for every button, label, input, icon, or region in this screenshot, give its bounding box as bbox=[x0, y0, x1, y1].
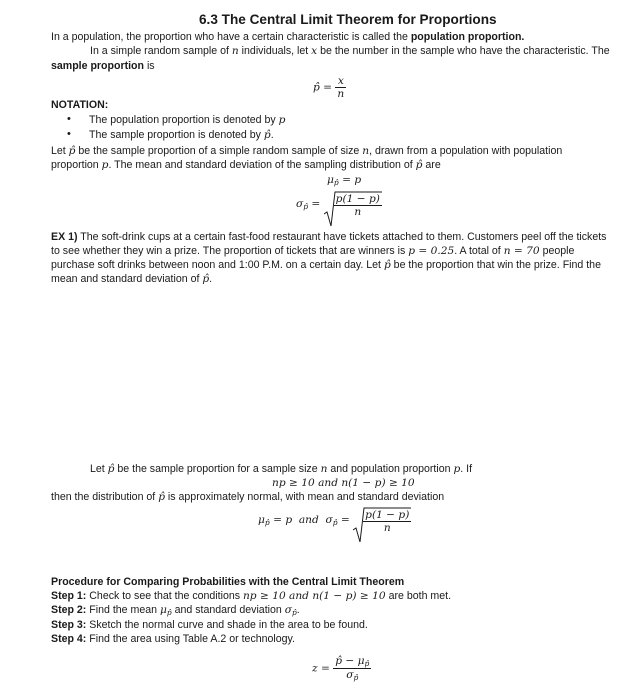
formula-z-score bbox=[312, 655, 371, 682]
radical-sign-icon bbox=[324, 190, 382, 228]
punctuation: . bbox=[296, 604, 300, 616]
math-phat: p̂ bbox=[415, 159, 423, 171]
formula-lhs: z = bbox=[312, 662, 330, 675]
formula-clt-mean-sd bbox=[258, 506, 411, 534]
mu-symbol: μ bbox=[327, 174, 334, 186]
procedure-heading: Procedure for Comparing Probabilities with the Central Limit Theorem bbox=[51, 576, 405, 588]
example-1-line-2 bbox=[51, 245, 574, 257]
clt-text: be the sample proportion for a sample size bbox=[114, 463, 321, 475]
example-text: people bbox=[539, 245, 575, 257]
page-title: 6.3 The Central Limit Theorem for Proportions bbox=[199, 12, 497, 27]
subscript: p̂ bbox=[303, 201, 309, 211]
equals: = bbox=[308, 197, 321, 210]
step-text: and standard deviation bbox=[171, 604, 285, 616]
numerator-text: p̂ − μ bbox=[335, 655, 365, 667]
let-text: Let bbox=[51, 145, 69, 157]
math-n: n bbox=[231, 45, 239, 57]
formula-sample-proportion bbox=[313, 75, 346, 100]
let-text: , drawn from a population with population bbox=[369, 145, 563, 157]
subscript: p̂ bbox=[166, 608, 172, 617]
subscript: p̂ bbox=[332, 517, 338, 527]
math-phat: p̂ bbox=[68, 145, 76, 157]
fraction bbox=[333, 655, 371, 682]
denominator: n bbox=[334, 205, 382, 218]
list-item-text: The population proportion is denoted by bbox=[89, 114, 279, 126]
math-p-value: p = 0.25 bbox=[408, 245, 455, 257]
intro-text: individuals, let bbox=[238, 45, 312, 57]
math-x: x bbox=[311, 45, 318, 57]
subscript: p̂ bbox=[333, 178, 339, 187]
step-text: Find the mean bbox=[86, 604, 160, 616]
notation-list bbox=[51, 114, 285, 141]
sigma-symbol: σ bbox=[346, 669, 354, 681]
math-p: p bbox=[453, 463, 461, 475]
let-text: proportion bbox=[51, 159, 102, 171]
sigma-symbol: σ bbox=[284, 604, 292, 616]
math-p: p bbox=[278, 114, 286, 126]
step-text: Check to see that the conditions bbox=[86, 590, 243, 602]
equals: = bbox=[337, 513, 350, 526]
math-phat: p̂ bbox=[263, 129, 271, 141]
procedure-step-2 bbox=[51, 604, 300, 617]
square-root bbox=[324, 190, 382, 218]
list-item bbox=[51, 114, 285, 126]
formula-lhs bbox=[296, 198, 320, 210]
formula-mean bbox=[327, 174, 361, 187]
denominator bbox=[333, 668, 371, 682]
clt-line-3 bbox=[51, 491, 444, 503]
step-label: Step 1: bbox=[51, 590, 87, 602]
let-text: are bbox=[422, 159, 441, 171]
numerator: x bbox=[337, 75, 344, 87]
math-n: n bbox=[362, 145, 370, 157]
math-phat: p̂ bbox=[383, 259, 391, 271]
let-text: . The mean and standard deviation of the sampling distribution of bbox=[108, 159, 416, 171]
formula-mid: = p and σ bbox=[269, 513, 333, 526]
clt-condition: np ≥ 10 and n(1 − p) ≥ 10 bbox=[272, 477, 415, 489]
let-line-2 bbox=[51, 159, 441, 171]
example-1-line-4 bbox=[51, 273, 212, 285]
formula-lhs bbox=[258, 514, 350, 526]
example-label: EX 1) bbox=[51, 231, 78, 243]
intro-text: In a population, the proportion who have a certain characteristic is called the bbox=[51, 31, 411, 43]
sigma-symbol: σ bbox=[296, 197, 304, 210]
example-text: purchase soft drinks between noon and 1:00 P.M. on a certain day. Let bbox=[51, 259, 384, 271]
example-1-line-3 bbox=[51, 259, 601, 271]
subscript: p̂ bbox=[364, 659, 370, 668]
formula-standard-deviation bbox=[296, 190, 382, 218]
intro-text: is bbox=[144, 60, 155, 72]
intro-text: In a simple random sample of bbox=[90, 45, 232, 57]
math-phat: p̂ bbox=[107, 463, 115, 475]
example-text: mean and standard deviation of bbox=[51, 273, 203, 285]
clt-text: . If bbox=[460, 463, 473, 475]
formula-lhs: p̂ = bbox=[313, 81, 333, 94]
mu-symbol: μ bbox=[258, 513, 265, 526]
step-text: are both met. bbox=[385, 590, 452, 602]
example-text: to see whether they win a prize. The proportion of tickets that are winners is bbox=[51, 245, 409, 257]
math-phat: p̂ bbox=[202, 273, 210, 285]
clt-line-1 bbox=[90, 463, 472, 475]
procedure-step-3 bbox=[51, 619, 368, 631]
clt-text: then the distribution of bbox=[51, 491, 159, 503]
population-proportion-term: population proportion. bbox=[410, 31, 525, 43]
denominator: n bbox=[363, 521, 411, 534]
example-1-line-1 bbox=[51, 231, 606, 243]
punctuation: . bbox=[270, 129, 274, 141]
let-line-1 bbox=[51, 145, 562, 157]
fraction bbox=[335, 75, 346, 100]
math-phat: p̂ bbox=[158, 491, 165, 503]
list-item-text: The sample proportion is denoted by bbox=[89, 129, 264, 141]
denominator: n bbox=[337, 88, 345, 100]
subscript: p̂ bbox=[291, 608, 297, 617]
subscript: p̂ bbox=[264, 517, 270, 527]
numerator: p(1 − p) bbox=[365, 509, 410, 521]
radical-sign-icon bbox=[353, 506, 411, 544]
intro-text: be the number in the sample who have the characteristic. The bbox=[317, 45, 610, 57]
numerator: p(1 − p) bbox=[335, 193, 380, 205]
list-item bbox=[51, 129, 285, 141]
mu-symbol: μ bbox=[159, 604, 167, 616]
procedure-step-4 bbox=[51, 633, 295, 645]
formula-rhs: = p bbox=[338, 174, 362, 186]
let-text: be the sample proportion of a simple random sample of size bbox=[75, 145, 363, 157]
sample-proportion-term: sample proportion bbox=[51, 60, 144, 72]
square-root bbox=[353, 506, 411, 534]
step-label: Step 4: bbox=[51, 633, 87, 645]
clt-text: is approximately normal, with mean and standard deviation bbox=[164, 491, 445, 503]
intro-line-1 bbox=[51, 31, 524, 43]
subscript: p̂ bbox=[353, 673, 359, 682]
math-conditions: np ≥ 10 and n(1 − p) ≥ 10 bbox=[242, 590, 386, 602]
step-label: Step 2: bbox=[51, 604, 87, 616]
intro-line-3 bbox=[51, 60, 155, 72]
intro-line-2 bbox=[90, 45, 610, 57]
math-p: p bbox=[101, 159, 109, 171]
step-label: Step 3: bbox=[51, 619, 87, 631]
math-n-value: n = 70 bbox=[503, 245, 540, 257]
procedure-step-1 bbox=[51, 590, 451, 602]
clt-text: Let bbox=[90, 463, 108, 475]
clt-text: and population proportion bbox=[327, 463, 454, 475]
example-text: . A total of bbox=[454, 245, 504, 257]
step-text: Sketch the normal curve and shade in the area to be found. bbox=[86, 619, 368, 631]
step-text: Find the area using Table A.2 or technology. bbox=[86, 633, 296, 645]
notation-heading: NOTATION: bbox=[51, 99, 109, 111]
example-text: The soft-drink cups at a certain fast-food restaurant have tickets attached to them. Customers peel off the tickets bbox=[77, 231, 607, 243]
numerator bbox=[333, 655, 371, 668]
punctuation: . bbox=[209, 273, 213, 285]
example-text: be the proportion that win the prize. Find the bbox=[390, 259, 601, 271]
math-n: n bbox=[320, 463, 328, 475]
